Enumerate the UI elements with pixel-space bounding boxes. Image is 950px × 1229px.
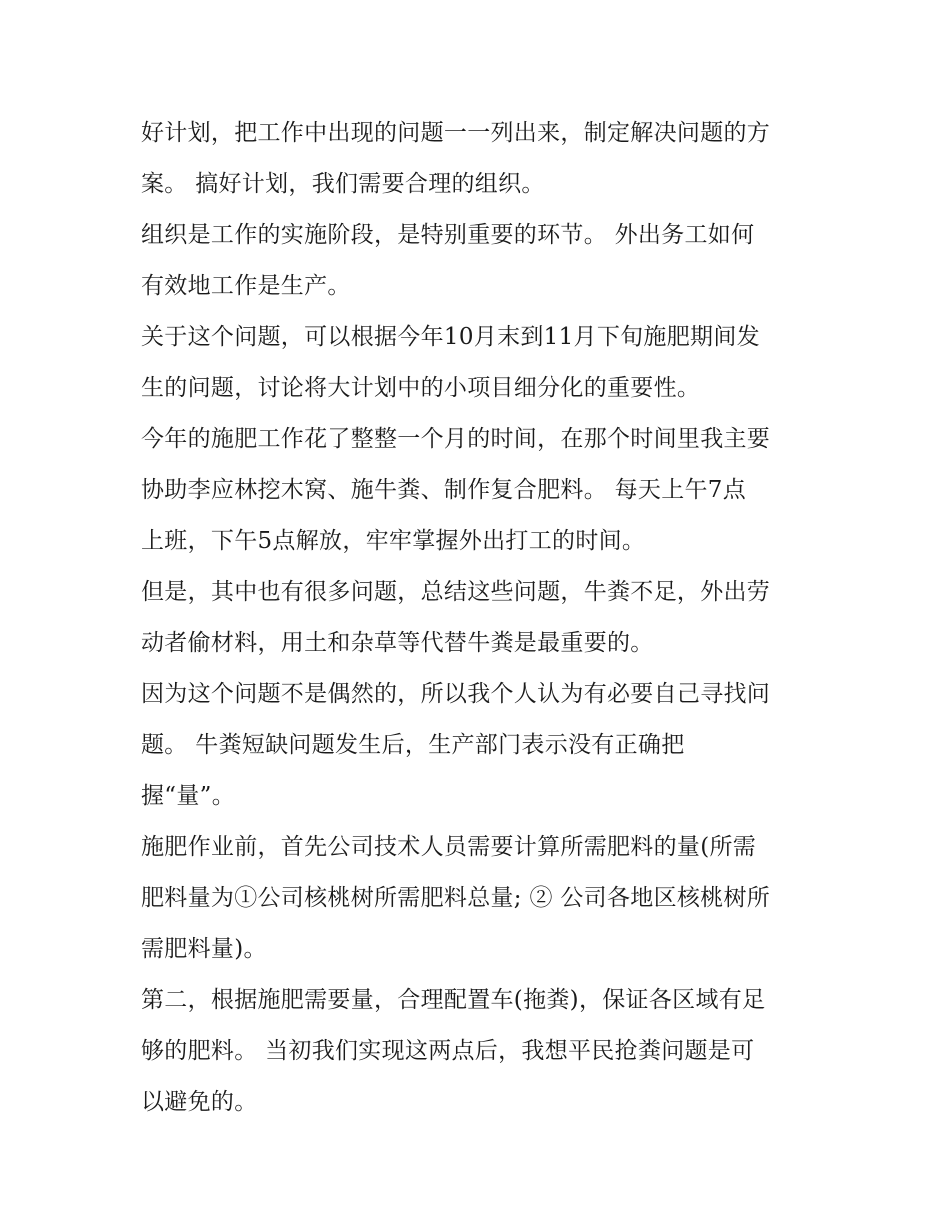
text-line: 好计划，把工作中出现的问题一一列出来，制定解决问题的方 (141, 120, 771, 146)
text-line: 肥料量为①公司核桃树所需肥料总量; ② 公司各地区核桃树所 (141, 885, 771, 911)
text-line: 有效地工作是生产。 (141, 273, 351, 299)
text-line: 第二，根据施肥需要量，合理配置车(拖粪)，保证各区域有足 (141, 987, 766, 1013)
text-line: 以避免的。 (141, 1089, 258, 1115)
text-line: 够的肥料。 当初我们实现这两点后，我想平民抢粪问题是可 (141, 1038, 755, 1064)
text-line: 动者偷材料，用土和杂草等代替牛粪是最重要的。 (141, 630, 654, 656)
text-line: 握“量”。 (141, 783, 236, 809)
text-line: 今年的施肥工作花了整整一个月的时间，在那个时间里我主要 (141, 426, 771, 452)
text-line: 关于这个问题，可以根据今年10月末到11月下旬施肥期间发 (141, 324, 760, 350)
text-line: 因为这个问题不是偶然的，所以我个人认为有必要自己寻找问 (141, 681, 771, 707)
text-line: 施肥作业前，首先公司技术人员需要计算所需肥料的量(所需 (141, 834, 757, 860)
text-line: 生的问题，讨论将大计划中的小项目细分化的重要性。 (141, 375, 701, 401)
text-line: 组织是工作的实施阶段，是特别重要的环节。 外出务工如何 (141, 222, 755, 248)
text-line: 题。 牛粪短缺问题发生后，生产部门表示没有正确把 (141, 732, 685, 758)
text-line: 协助李应林挖木窝、施牛粪、制作复合肥料。 每天上午7点 (141, 477, 747, 503)
document-body (141, 108, 821, 1128)
text-line: 上班，下午5点解放，牢牢掌握外出打工的时间。 (141, 528, 646, 554)
text-line: 案。 搞好计划，我们需要合理的组织。 (141, 171, 545, 197)
text-line: 需肥料量)。 (141, 936, 267, 962)
text-line: 但是，其中也有很多问题，总结这些问题，牛粪不足，外出劳 (141, 579, 771, 605)
